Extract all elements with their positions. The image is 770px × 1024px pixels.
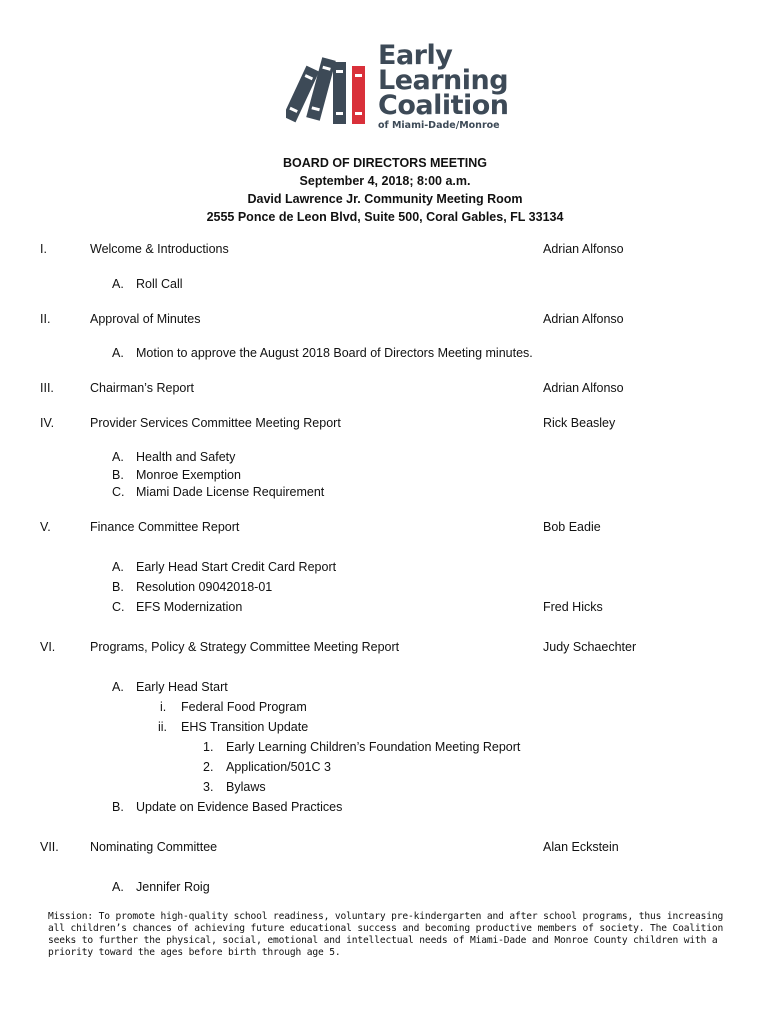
numbered-item: Early Learning Children’s Foundation Meeting Report — [226, 740, 521, 754]
sub-item: EFS Modernization — [136, 600, 243, 614]
sub-item: Update on Evidence Based Practices — [136, 800, 343, 814]
agenda-item-label: Finance Committee Report — [90, 520, 240, 534]
agenda-item-label: Programs, Policy & Strategy Committee Meeting Report — [90, 640, 400, 654]
logo-line-1: Early — [378, 40, 453, 71]
presenter: Alan Eckstein — [543, 840, 619, 854]
agenda-item-label: Provider Services Committee Meeting Report — [90, 416, 341, 430]
sub-letter: A. — [112, 880, 124, 894]
sub-item: Resolution 09042018-01 — [136, 580, 273, 594]
item-number: VII. — [40, 840, 59, 854]
meeting-header — [0, 154, 770, 226]
logo-wordmark — [378, 42, 509, 131]
item-number: I. — [40, 242, 47, 256]
logo-line-3: Coalition — [378, 90, 509, 121]
agenda-item-label: Approval of Minutes — [90, 312, 201, 326]
agenda-item-label: Welcome & Introductions — [90, 242, 229, 256]
sub-letter: B. — [112, 800, 124, 814]
sub-letter: A. — [112, 560, 124, 574]
sub-sub-item: EHS Transition Update — [181, 720, 309, 734]
numbered-item: Application/501C 3 — [226, 760, 331, 774]
sub-letter: A. — [112, 277, 124, 291]
sub-item: Miami Dade License Requirement — [136, 485, 325, 499]
sub-letter: A. — [112, 450, 124, 464]
books-icon — [286, 57, 365, 124]
sub-letter: C. — [112, 600, 125, 614]
item-number: IV. — [40, 416, 55, 430]
sub-item: Early Head Start Credit Card Report — [136, 560, 337, 574]
logo-line-2: Learning — [378, 65, 509, 96]
numbered-letter: 1. — [203, 740, 214, 754]
presenter: Bob Eadie — [543, 520, 601, 534]
presenter: Judy Schaechter — [543, 640, 637, 654]
sub-sub-letter: ii. — [158, 720, 168, 734]
mission-statement: Mission: To promote high-quality school readiness, voluntary pre-kindergarten and after school programs, thus increasing all children’s chances of achieving future educational success and becoming productive members of society. The Coalition seeks to further the physical, social, emotional and intellectual needs of Miami-Dade and Monroe County children with a priority toward the ages before birth through age 5. — [48, 911, 724, 958]
agenda-item-label: Nominating Committee — [90, 840, 218, 854]
numbered-letter: 3. — [203, 780, 214, 794]
sub-letter: B. — [112, 580, 124, 594]
item-number: II. — [40, 312, 51, 326]
sub-sub-letter: i. — [160, 700, 167, 714]
sub-item: Jennifer Roig — [136, 880, 210, 894]
sub-item: Motion to approve the August 2018 Board of Directors Meeting minutes. — [136, 346, 533, 360]
sub-item: Health and Safety — [136, 450, 236, 464]
presenter: Rick Beasley — [543, 416, 616, 430]
meeting-date: September 4, 2018; 8:00 a.m. — [299, 174, 471, 188]
meeting-address: 2555 Ponce de Leon Blvd, Suite 500, Coral Gables, FL 33134 — [206, 210, 564, 224]
logo-subline: of Miami-Dade/Monroe — [378, 120, 500, 131]
presenter: Adrian Alfonso — [543, 242, 624, 256]
presenter: Fred Hicks — [543, 600, 603, 614]
sub-item: Early Head Start — [136, 680, 228, 694]
presenter: Adrian Alfonso — [543, 312, 624, 326]
item-number: III. — [40, 381, 54, 395]
meeting-title: BOARD OF DIRECTORS MEETING — [283, 156, 487, 170]
item-number: V. — [40, 520, 51, 534]
item-number: VI. — [40, 640, 56, 654]
presenter: Adrian Alfonso — [543, 381, 624, 395]
agenda-item-label: Chairman’s Report — [90, 381, 194, 395]
sub-letter: A. — [112, 346, 124, 360]
numbered-letter: 2. — [203, 760, 214, 774]
sub-sub-item: Federal Food Program — [181, 700, 307, 714]
meeting-room: David Lawrence Jr. Community Meeting Room — [247, 192, 523, 206]
sub-item: Monroe Exemption — [136, 468, 241, 482]
sub-letter: B. — [112, 468, 124, 482]
sub-letter: C. — [112, 485, 125, 499]
sub-letter: A. — [112, 680, 124, 694]
numbered-item: Bylaws — [226, 780, 266, 794]
sub-item: Roll Call — [136, 277, 183, 291]
